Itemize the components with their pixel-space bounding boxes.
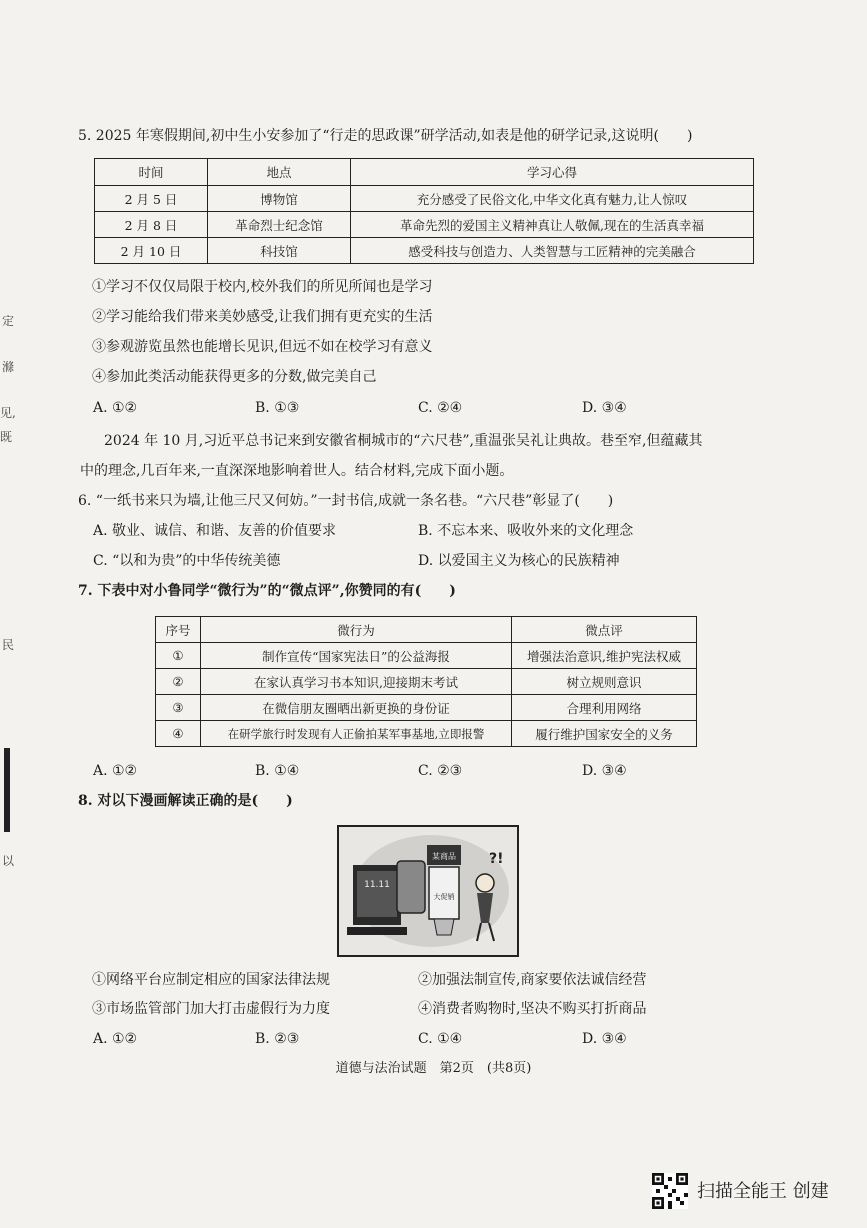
- q5-statement-3: ③参观游览虽然也能增长见识,但远不如在校学习有意义: [92, 339, 433, 355]
- q7-option-c: C. ②③: [418, 763, 463, 779]
- table-cell: 增强法治意识,维护宪法权威: [512, 643, 697, 669]
- q8-statement-2: ②加强法制宣传,商家要依法诚信经营: [418, 972, 647, 988]
- table-cell: 充分感受了民俗文化,中华文化真有魅力,让人惊叹: [351, 186, 754, 212]
- table-cell: 革命烈士纪念馆: [208, 212, 351, 238]
- margin-fragment: 以: [2, 854, 15, 868]
- table-cell: 2 月 5 日: [95, 186, 208, 212]
- table-cell: 履行维护国家安全的义务: [512, 721, 697, 747]
- table-cell: 2 月 10 日: [95, 238, 208, 264]
- q6-option-b: B. 不忘本来、吸收外来的文化理念: [418, 523, 634, 539]
- q7-option-b: B. ①④: [255, 763, 300, 779]
- table-row: [156, 721, 697, 747]
- table-cell: 2 月 8 日: [95, 212, 208, 238]
- table-cell: ④: [156, 721, 201, 747]
- q6-option-a: A. 敬业、诚信、和谐、友善的价值要求: [93, 523, 337, 539]
- q5-header-insight: 学习心得: [351, 159, 754, 186]
- tag-text: 大促销: [433, 893, 455, 901]
- margin-fragment: 滌: [2, 360, 15, 374]
- q8-stem: 8. 对以下漫画解读正确的是( ): [78, 793, 293, 809]
- table-row: [95, 212, 754, 238]
- margin-fragment: 定: [2, 314, 15, 328]
- q8-statement-1: ①网络平台应制定相应的国家法律法规: [92, 972, 330, 988]
- q5-option-a: A. ①②: [93, 400, 138, 416]
- table-cell: 在家认真学习书本知识,迎接期末考试: [201, 669, 512, 695]
- table-cell: 树立规则意识: [512, 669, 697, 695]
- table-row: [156, 643, 697, 669]
- table-cell: ③: [156, 695, 201, 721]
- exclaim-text: ?!: [489, 851, 504, 867]
- q8-option-c: C. ①④: [418, 1031, 463, 1047]
- table-cell: 制作宣传“国家宪法日”的公益海报: [201, 643, 512, 669]
- table-row: [156, 669, 697, 695]
- q7-option-a: A. ①②: [93, 763, 138, 779]
- material-line-1: 2024 年 10 月,习近平总书记来到安徽省桐城市的“六尺巷”,重温张吴礼让典故。巷至窄,但蕴藏其: [104, 433, 703, 449]
- margin-binding-mark: [4, 748, 10, 832]
- q6-option-d: D. 以爱国主义为核心的民族精神: [418, 553, 620, 569]
- q5-stem: 5. 2025 年寒假期间,初中生小安参加了“行走的思政课”研学活动,如表是他的研学记录,这说明( ): [78, 128, 693, 144]
- q8-statement-4: ④消费者购物时,坚决不购买打折商品: [418, 1001, 647, 1017]
- table-row: [95, 238, 754, 264]
- page-footer: 道德与法治试题 第2页 (共8页): [335, 1061, 532, 1076]
- qr-code-icon: [652, 1173, 688, 1209]
- margin-fragment: 民: [2, 638, 15, 652]
- table-cell: ②: [156, 669, 201, 695]
- sign-text: 某商品: [432, 852, 456, 861]
- margin-fragment: 见,: [0, 406, 16, 420]
- q5-header-place: 地点: [208, 159, 351, 186]
- robot-arm: [397, 861, 425, 913]
- cartoon-drawing: [339, 827, 517, 955]
- q5-option-b: B. ①③: [255, 400, 300, 416]
- q7-header-comment: 微点评: [512, 617, 697, 643]
- q5-statement-4: ④参加此类活动能获得更多的分数,做完美自己: [92, 369, 377, 385]
- margin-fragment: 既: [0, 430, 13, 444]
- q5-statement-2: ②学习能给我们带来美妙感受,让我们拥有更充实的生活: [92, 309, 433, 325]
- q7-stem: 7. 下表中对小鲁同学“微行为”的“微点评”,你赞同的有( ): [78, 583, 456, 599]
- table-cell: 博物馆: [208, 186, 351, 212]
- q8-cartoon: [337, 825, 519, 957]
- q7-option-d: D. ③④: [582, 763, 627, 779]
- scanner-watermark: 扫描全能王 创建: [697, 1181, 829, 1202]
- q7-table: [155, 616, 697, 747]
- q6-stem: 6. “一纸书来只为墙,让他三尺又何妨。”一封书信,成就一条名巷。“六尺巷”彰显了( ): [78, 493, 614, 509]
- q7-header-no: 序号: [156, 617, 201, 643]
- screen-text: 11.11: [364, 880, 390, 890]
- q8-option-b: B. ②③: [255, 1031, 300, 1047]
- q8-statement-3: ③市场监管部门加大打击虚假行为力度: [92, 1001, 330, 1017]
- table-cell: 在微信朋友圈晒出新更换的身份证: [201, 695, 512, 721]
- table-cell: 科技馆: [208, 238, 351, 264]
- table-row: [156, 695, 697, 721]
- material-line-2: 中的理念,几百年来,一直深深地影响着世人。结合材料,完成下面小题。: [80, 463, 514, 479]
- consumer-figure: [476, 874, 494, 892]
- q6-option-c: C. “以和为贵”的中华传统美德: [93, 553, 281, 569]
- q5-header-time: 时间: [95, 159, 208, 186]
- q5-option-d: D. ③④: [582, 400, 627, 416]
- q5-table: [94, 158, 754, 264]
- table-cell: 在研学旅行时发现有人正偷拍某军事基地,立即报警: [201, 721, 512, 747]
- q8-option-a: A. ①②: [93, 1031, 138, 1047]
- q8-option-d: D. ③④: [582, 1031, 627, 1047]
- table-cell: 感受科技与创造力、人类智慧与工匠精神的完美融合: [351, 238, 754, 264]
- table-cell: ①: [156, 643, 201, 669]
- q5-option-c: C. ②④: [418, 400, 463, 416]
- table-cell: 革命先烈的爱国主义精神真让人敬佩,现在的生活真幸福: [351, 212, 754, 238]
- q5-statement-1: ①学习不仅仅局限于校内,校外我们的所见所闻也是学习: [92, 279, 433, 295]
- table-row: [95, 186, 754, 212]
- table-cell: 合理利用网络: [512, 695, 697, 721]
- q7-header-behavior: 微行为: [201, 617, 512, 643]
